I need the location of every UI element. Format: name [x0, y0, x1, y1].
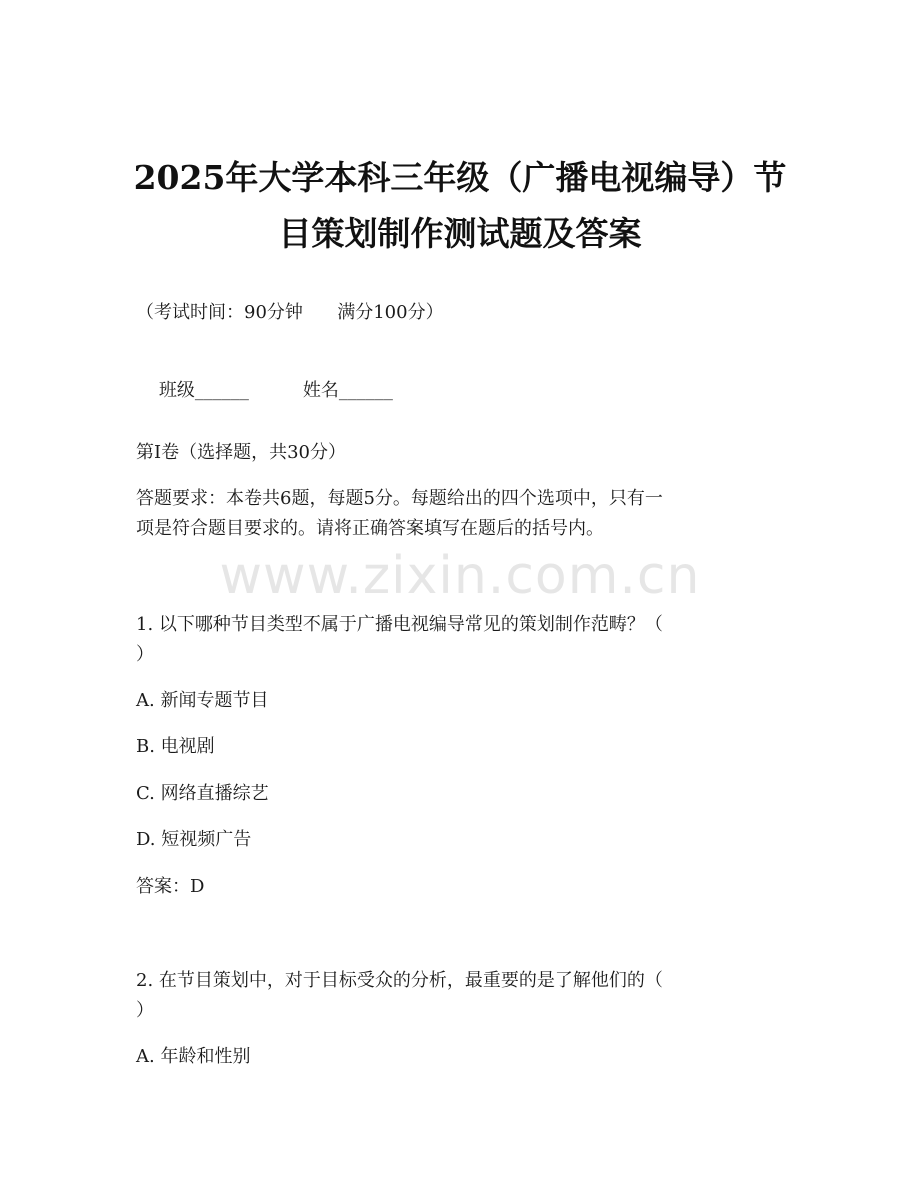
- question-1-stem: 1. 以下哪种节目类型不属于广播电视编导常见的策划制作范畴？（: [136, 614, 663, 635]
- instructions-line-1: 答题要求：本卷共6题，每题5分。每题给出的四个选项中，只有一: [136, 488, 663, 509]
- document-title: [120, 150, 800, 262]
- question-1-option-d: D. 短视频广告: [136, 829, 252, 850]
- question-1-option-c: C. 网络直播综艺: [136, 783, 269, 804]
- title-line-1: 2025年大学本科三年级（广播电视编导）节: [133, 158, 787, 197]
- watermark: www.zixin.com.cn: [219, 546, 701, 606]
- instructions-line-2: 项是符合题目要求的。请将正确答案填写在题后的括号内。: [136, 518, 604, 539]
- exam-info: （考试时间：90分钟 满分100分）: [136, 302, 444, 323]
- name-field: 姓名______: [302, 380, 393, 401]
- question-1-option-b: B. 电视剧: [136, 736, 215, 757]
- question-1-stem-cont: ）: [136, 644, 154, 665]
- question-2-stem: 2. 在节目策划中，对于目标受众的分析，最重要的是了解他们的（: [136, 970, 663, 991]
- question-1-option-a: A. 新闻专题节目: [136, 690, 269, 711]
- question-2-option-a: A. 年龄和性别: [136, 1046, 251, 1067]
- class-field: 班级______: [158, 380, 249, 401]
- question-1-answer: 答案：D: [136, 876, 205, 897]
- question-2-stem-cont: ）: [136, 1000, 154, 1021]
- student-info: [136, 346, 776, 436]
- section-title: 第I卷（选择题，共30分）: [136, 442, 347, 463]
- title-line-2: 目策划制作测试题及答案: [278, 214, 642, 253]
